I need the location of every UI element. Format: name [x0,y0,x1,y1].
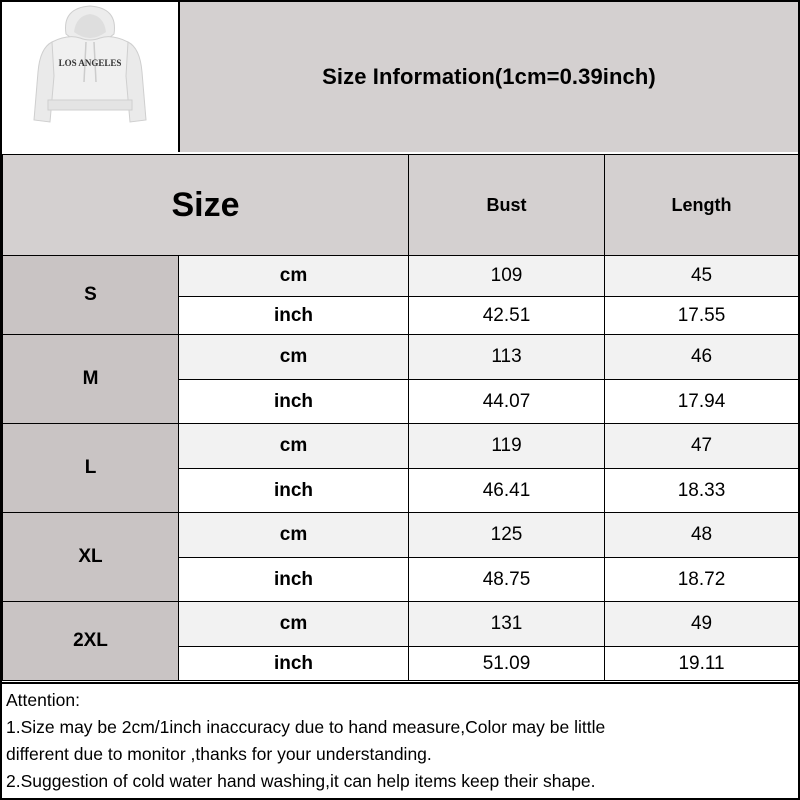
length-inch: 17.55 [605,297,799,335]
table-header-row [3,155,799,256]
bust-cm: 113 [409,335,605,380]
bust-inch: 42.51 [409,297,605,335]
unit-cm: cm [179,335,409,380]
bust-inch: 46.41 [409,469,605,513]
table-row [3,513,799,558]
notes-heading: Attention: [6,690,80,710]
notes-line: different due to monitor ,thanks for your understanding. [6,744,432,764]
table-row [3,256,799,297]
unit-inch: inch [179,647,409,681]
size-table [2,154,799,681]
bust-inch: 44.07 [409,380,605,424]
unit-inch: inch [179,558,409,602]
length-inch: 17.94 [605,380,799,424]
length-cm: 48 [605,513,799,558]
page-title: Size Information(1cm=0.39inch) [322,64,656,89]
table-row [3,335,799,380]
unit-inch: inch [179,469,409,513]
table-row [3,602,799,647]
unit-inch: inch [179,297,409,335]
bust-cm: 125 [409,513,605,558]
length-header: Length [605,155,799,256]
bust-inch: 48.75 [409,558,605,602]
size-label: 2XL [3,602,179,681]
notes-line: 1.Size may be 2cm/1inch inaccuracy due to hand measure,Color may be little [6,717,606,737]
size-header: Size [3,155,409,256]
header [2,2,798,156]
bust-cm: 119 [409,424,605,469]
hoodie-image [2,2,178,152]
unit-inch: inch [179,380,409,424]
length-cm: 47 [605,424,799,469]
unit-cm: cm [179,256,409,297]
unit-cm: cm [179,513,409,558]
size-label: M [3,335,179,424]
title-cell [180,2,798,152]
hoodie-print-text: LOS ANGELES [58,58,122,68]
length-inch: 18.33 [605,469,799,513]
length-inch: 19.11 [605,647,799,681]
bust-inch: 51.09 [409,647,605,681]
table-row [3,424,799,469]
size-label: S [3,256,179,335]
length-cm: 45 [605,256,799,297]
attention-notes [2,682,798,798]
bust-cm: 109 [409,256,605,297]
product-thumbnail [2,2,180,152]
length-cm: 46 [605,335,799,380]
size-label: L [3,424,179,513]
size-label: XL [3,513,179,602]
notes-line: 2.Suggestion of cold water hand washing,it can help items keep their shape. [6,771,596,791]
unit-cm: cm [179,424,409,469]
bust-cm: 131 [409,602,605,647]
unit-cm: cm [179,602,409,647]
bust-header: Bust [409,155,605,256]
length-cm: 49 [605,602,799,647]
length-inch: 18.72 [605,558,799,602]
